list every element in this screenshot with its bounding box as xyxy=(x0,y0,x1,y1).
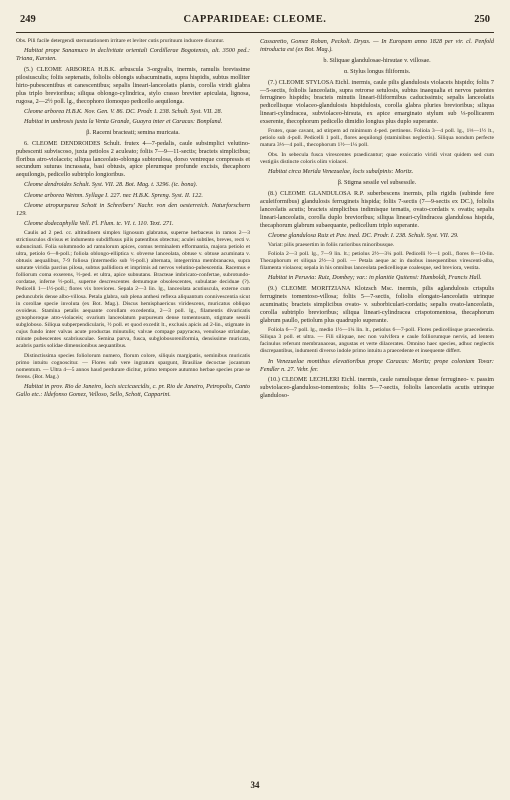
right-column-paragraph: Foliola 2—3 poll. lg., 7—9 lin. lt.; petiolus 2½—3¼ poll. Pedicelli ½—1 poll., flores 8—10-lin. Thecaphorum et siliqua 2½—3 poll. — Petala aeque ac in duobus insequentibus virescenti-alba, filamenta violacea; sepala in his omnibus lanceolata pedicellisque coalesque, sed breviora, vestita. xyxy=(260,251,494,272)
left-column-paragraph: Cleome arborea Weinm. Syllage I. 227. nec H.B.K. Spreng. Syst. II. 122. xyxy=(24,191,203,199)
right-column-paragraph: Variat: pilis praesertim in foliis rarioribus minoribusque. xyxy=(268,241,395,248)
running-header xyxy=(16,14,494,33)
left-column-paragraph: β. Racemi bracteati; semina muricata. xyxy=(86,128,180,136)
right-column-paragraph: Habitat circa Merida Venezuelae, locis subalpinis: Moritz. xyxy=(268,168,414,176)
left-column-paragraph: Habitat in umbrosis juxta la Venta Grande, Guayra inter et Caracas: Bonpland. xyxy=(24,117,223,125)
left-column-paragraph: Habitat prope Sanamuco in declivitate orientali Cordillerae Bogotensis, alt. 3500 ped.: Triana, Karsten. xyxy=(16,47,250,63)
page-number-left: 249 xyxy=(20,14,36,25)
right-column-paragraph: (8.) CLEOME GLANDULOSA R.P. suberbescens inermis, pilis rigidis (subinde fere aculeiformibus) glandulosis ferrugineis hispida; foliis 7-sectis (7—9-sectis ex DC.), foliolis lanceolatis acutis; bracteis simplicibus indimisque ternatis, ovato-cordatis v. ovatis; sepalis lineari-lanceolatis, corolla duplo brevioribus; siliqua lineari-cylindracea glandulosa hispida, thecaphorum glabrum subaequante, pedicellum triplo superante. xyxy=(260,189,494,229)
left-column-paragraph: Caulis ad 2 ped. cc. altitudinem simplex lignosum glabratus, superne herbaceus in ramos 2—3 strictiusculos divisus et indumento subdiffusus pilis patentibus obtectus; aculei subtiles, breves, recti v. subuncinati. Folia solummodo ad ramulorum apices, comus terminalem efformantia, majora petiolo et ultra, petiolo 6—8-poll.; foliola oblongo-elliptica v. obverse lanceolata, obtuse v. obtuse acuminata v. obtusis aequalibus, 7-9 foliosa (intermedio sub ½-poll.) alternata, integerrima membranacea, supra saturate viridia parcius pilosa, subtus pallidiora et imprimis ad nervos velutino-pubescentia. Racemus e folliorum coma exserens, ½-ped. et ultra, apice subnutans. Bracteae imbricato-confertae, subrotundo-cordatae, inferne ½-poll., superne descrescentes demumque obsolescentes, subulatae deciduae (?). Pedicelli 1—1½-poll.; flores vix breviores. Sepala 2—3 lin. lg., lanceolata acutiuscula, externe cum peduncubris dense albo-villosa. Petala glabra, sub plena anthesi reflexa aliquantum connivescentia sicut in corollae specie involuta (ex Bot. Mag.). Discus hemisphaericus viridescens, muricatus obliquo ovoideus. Stamina petalis aequante corollam excedentia, 2—3 poll. lg., filamentis divaricatis gynophoroque atro-violaceis; ovarium lanceolatum purpureum dense tomentosum, stigmate sessili subgloboso. Siliqua subperpendicularis, ½ poll. et quod excedit lt., exclusis apicis ad 2-lin., stigmate in cujus fundo inter valvas acute productas minutulis; valvae compage papyracea, venulosae striatulae, minute pubescentes scabriusculae. Semina parva, fusca, subglobosoreniformia, densissime muricata, acabris partis solidae dimensionibus aequantibus. xyxy=(16,229,250,350)
right-column-paragraph: b. Siliquae glandulosae-hirsutae v. villosae. xyxy=(323,56,431,64)
right-column-paragraph: (7.) CLEOME STYLOSA Eichl. inermis, caule pilis glandulosis violaceis hispido; foliis 7—5-sectis, foliolis lanceolatis, supra retrorse setulosis, subtus inaequalia et nervos patentes ferrugineo hispidis; bracteis minutis lineari-filiformibus caducissimis; sepalis lanceolatis pedicellisque violaceo-glandulosis hispidulosis, corolla glabra pluries brevioribus; siliqua lineari-cylindracea, subviolaceo-hirsuta, ex apice emarginato stylum sub ⅓-pollicarem exserente, thecophorum pedicello dimidio longius plus duplo superante. xyxy=(260,78,494,126)
right-column xyxy=(260,38,494,778)
left-column-paragraph: Cleome dodecaphylla Vell. Fl. Flum. tc. VI. t. 110. Text. 271. xyxy=(24,219,174,227)
right-column-paragraph: (9.) CLEOME MORITZIANA Klotzsch Msc. inermis, pilis aglandulosis crispulis ferrugineis tomentoso-villosa; foliis 5—7-sectis, foliolis elongato-lanceolatis utrinque acuminatis; bracteis simplicibus ovato- v. suborbiculari-cordatis; sepalis ovato-lanceolatis, corolla subtriplo brevioribus; siliqua lineari-cylindracea crispotomentosa, thecaphorum glabrum paullo, petiolum plus quadruplo superante. xyxy=(260,285,494,324)
right-column-paragraph: Cleome glandulosa Ruiz et Pav. ined. DC. Prodr. I. 238. Schult. Syst. VII. 29. xyxy=(268,231,459,239)
right-column-paragraph: In Venezuelae montibus elevatioribus prope Caracas: Moritz; prope coloniam Tovar: Fendler n. 27. Vehr. fer. xyxy=(260,357,494,373)
left-column-paragraph: Cleome arborea H.B.K. Nov. Gen. V. 86. DC. Prodr. I. 238. Schult. Syst. VII. 28. xyxy=(24,107,223,115)
right-column-paragraph: Foliola 6—7 poll. lg., medio 1½—1¼ lin. lt., petiolus 6—7-poll. Flores pedicellisque praecedentia. Siliqua 3 poll. et ultra. — Fili siliquae, nec non valvifera e caule folliorumque nervis, ad lentem facinulus referunt membranaceas, angustas et verte dilacerates. Omnino haec species, adhuc neglectis discrepantibus, indumenti diverso indole primo intuitu a praecedente et insequente differt. xyxy=(260,327,494,355)
left-column-paragraph: Obs. Pili facile detergendi sternutationem irritare et leviter cutis prurituum inducere dicuntur. xyxy=(16,38,225,44)
right-column-paragraph: Cassaretto, Gomez Roban, Peckolt. Dryas. — In Europam anno 1828 per vir. cl. Penfold introducta est (ex Bot. Mag.). xyxy=(260,38,494,53)
left-column-paragraph: 6. CLEOME DENDROIDES Schult. frutex 4—7-pedalis, caule subsimplici velutino-pubescenti subviscoso, juxta petiolos 2 aculeato; foliis 7—9—11-sectis; bracteis simplicibus; floribus atro-violaceis; siliqua lanceolato-oblonga subtorulosa, dorso ventreque compressis et secundum suturas incrassata, basi obtusis, apice plerumque profunde excisis, thecaphoro aequilongis, pedicello subtriplo longioribus. xyxy=(16,139,250,179)
two-column-body xyxy=(16,38,494,778)
signature-number: 34 xyxy=(250,780,260,790)
left-column-paragraph: (5.) CLEOME ARBOREA H.B.K. arbuscula 3-orgyalis, inermis, ramulis brevissime pilosiusculis; foliis septenatis, foliolis oblongis subacuminatis, supra hispidis, subtus molliter hirto-pubescentibus et canescentibus; sepalis lineari-lanceolatis planis, corolla viridi glabra plus triplo brevioribus; siliqua oblongo-cylindrica, stylo crasso breviter apiculata, lignosa, rugosa, 2—2½ poll. lg., thecophoro ilomoquo pedicello aequilonga. xyxy=(16,66,250,105)
left-column-paragraph: Habitat in prov. Rio de Janeiro, locis siccicaecidis, c. pr. Rio de Janeiro, Petropolis, Canto Gallo etc.: Ildefonso Gomez, Velloso, Sello, Schott, Capparini. xyxy=(16,383,250,398)
left-column xyxy=(16,38,250,778)
right-column-paragraph: Frutex, quae cavant, ad stirpem ad minimum 4-ped. pertinens. Foliola 3—4 poll. lg., 1⅓—1½ lt., petiolo sub 4-poll. Pedicelli 1 poll., flores aequilongi (staminibus neglectis). Siliqua nondum perfecte matura 3⅓—4 poll., thecophorum 1½—1¼ poll. xyxy=(260,128,494,149)
right-column-paragraph: Habitat in Peruvia: Ruiz, Dombey; var.: in planitie Quitensi: Humboldt, Francis Hall. xyxy=(268,274,482,282)
left-column-paragraph: Cleome atropurpurea Schott in Schreibers' Nachr. von den oesterreich. Naturforschern 129. xyxy=(16,201,250,217)
right-column-paragraph: α. Stylus longus filiformis. xyxy=(343,67,411,75)
running-title: CAPPARIDEAE: CLEOME. xyxy=(183,14,327,25)
right-column-paragraph: Obs. In sebecula fusca virescentes praedicantur; quae exsiccatio viridi vivat quidem sed cum vestigiis distincte coloris olim violacei. xyxy=(260,151,494,165)
page-number-right: 250 xyxy=(474,14,490,25)
left-column-paragraph: Cleome dendroides Schult. Syst. VII. 28. Bot. Mag. t. 3296. (ic. bona). xyxy=(24,181,198,189)
right-column-paragraph: β. Stigma sessile vel subsessile. xyxy=(337,179,417,186)
right-column-paragraph: (10.) CLEOME LECHLERI Eichl. inermis, caule ramulisque dense ferrugineo- v. passim subviolaceo-glanduloso-tomentosis; foliis 5—7-sectis, foliolis lanceolatis acutis utrinque glanduloso- xyxy=(260,376,494,400)
footer xyxy=(0,778,510,790)
left-column-paragraph: Distinctissima species foliolorum numero, florum colore, siliquis margipatis, seminibus muricatis primo intuitu cognoscitur. — Flores sub vere ingratum spargunt, Brasiliae decoctae jocantum nomentum. — Ultra 4—5 annos haud perdurare dicitur, primo tempore autumno herbae species prae se ferens. (Bot. Mag.) xyxy=(16,352,250,380)
